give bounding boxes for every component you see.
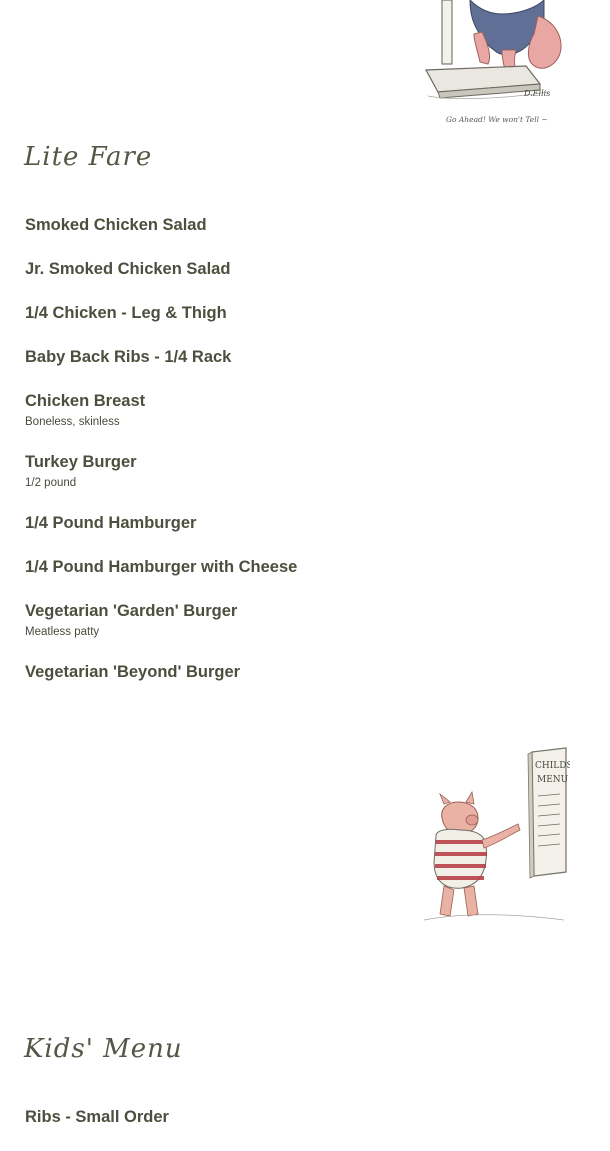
menu-item-name: Vegetarian 'Garden' Burger [25,602,238,620]
menu-item-name: Turkey Burger [25,453,137,471]
menu-item-description: Boneless, skinless [25,416,120,428]
menu-item [25,452,565,490]
menu-item-name: 1/4 Chicken - Leg & Thigh [25,304,227,322]
menu-item-description: Meatless patty [25,626,100,638]
menu-item-name: Ribs - Small Order [25,1108,169,1126]
menu-item [25,662,565,683]
svg-text:D.Ellis: D.Ellis [524,89,551,98]
menu-item-name: Baby Back Ribs - 1/4 Rack [25,348,232,366]
lite-fare-list [25,215,565,706]
menu-item [25,259,565,280]
menu-item [25,601,565,639]
menu-item [25,347,565,368]
menu-item [25,215,565,236]
kids-menu-list [25,1107,565,1151]
svg-text:Go Ahead! We won't Tell ~: Go Ahead! We won't Tell ~ [446,115,548,124]
svg-text:CHILDS: CHILDS [535,761,570,771]
menu-item [25,513,565,534]
menu-item [25,557,565,578]
pig-on-scale-illustration [418,0,570,126]
pig-pointing-at-childs-menu-illustration [414,744,570,926]
menu-item [25,391,565,429]
menu-item-name: Smoked Chicken Salad [25,216,207,234]
menu-item [25,303,565,324]
menu-item [25,1107,565,1128]
menu-item-name: 1/4 Pound Hamburger [25,514,197,532]
menu-item-name: Jr. Smoked Chicken Salad [25,260,231,278]
svg-text:MENU: MENU [537,775,569,785]
menu-item-name: Vegetarian 'Beyond' Burger [25,663,241,681]
menu-item-name: 1/4 Pound Hamburger with Cheese [25,558,298,576]
menu-item-description: 1/2 pound [25,477,77,489]
menu-item-name: Chicken Breast [25,392,146,410]
lite-fare-title: Lite Fare [24,142,153,172]
kids-menu-title: Kids' Menu [24,1034,183,1064]
